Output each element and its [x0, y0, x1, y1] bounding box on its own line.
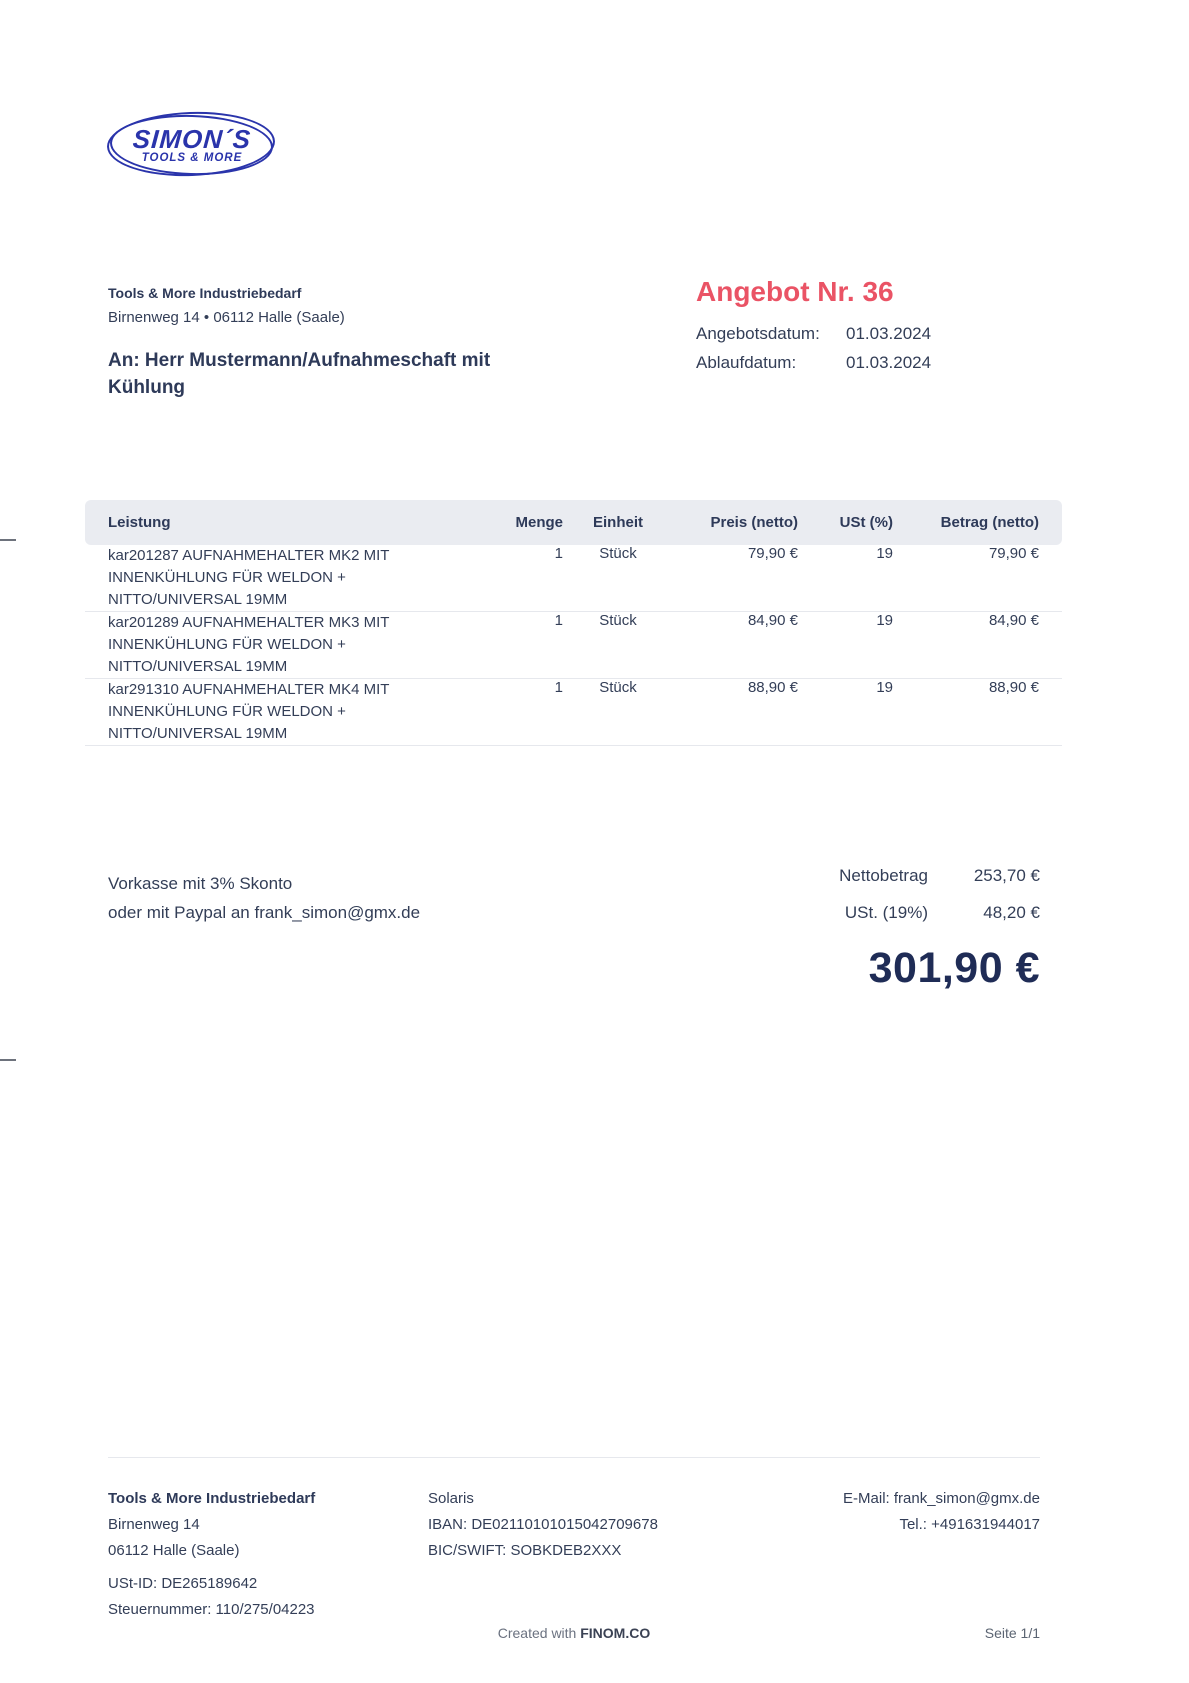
vat-total-value: 48,20 € [983, 903, 1040, 922]
item-amount: 79,90 € [988, 545, 1039, 562]
footer [108, 1457, 1040, 1623]
logo-tagline: TOOLS & MORE [141, 152, 243, 164]
footer-vat-id: USt-ID: DE265189642 [108, 1575, 258, 1592]
recipient-line: An: Herr Mustermann/Aufnahmeschaft mit Kühlung [108, 350, 491, 398]
offer-date-label: Angebotsdatum: [696, 324, 820, 343]
sender-company: Tools & More Industriebedarf [108, 285, 302, 301]
fold-mark [0, 539, 16, 541]
item-qty: 1 [554, 679, 563, 696]
payment-note-line1: Vorkasse mit 3% Skonto [108, 874, 293, 893]
footer-email: E-Mail: frank_simon@gmx.de [843, 1490, 1040, 1507]
payment-note-line2: oder mit Paypal an frank_simon@gmx.de [108, 902, 421, 922]
item-price: 84,90 € [747, 612, 798, 629]
logo-wordmark: SIMON´S [131, 124, 253, 154]
vat-total-label: USt. (19%) [844, 903, 928, 922]
totals-block [596, 866, 1040, 993]
item-price: 88,90 € [747, 679, 798, 696]
offer-expiry-label: Ablaufdatum: [696, 353, 797, 372]
item-qty: 1 [554, 612, 563, 629]
col-header-preis: Preis (netto) [710, 514, 798, 531]
offer-date-value: 01.03.2024 [846, 324, 932, 343]
item-amount: 88,90 € [988, 679, 1039, 696]
footer-bic: BIC/SWIFT: SOBKDEB2XXX [428, 1542, 622, 1559]
items-table-header [85, 500, 1062, 545]
offer-dates [696, 324, 931, 373]
offer-expiry-value: 01.03.2024 [846, 353, 932, 372]
table-row [85, 545, 1062, 612]
item-unit: Stück [599, 612, 637, 629]
footer-bank-name: Solaris [428, 1490, 474, 1507]
company-logo [106, 110, 278, 182]
col-header-leistung: Leistung [108, 514, 171, 531]
created-with-prefix: Created with [497, 1625, 581, 1641]
net-total-value: 253,70 € [973, 866, 1040, 885]
item-amount: 84,90 € [988, 612, 1039, 629]
items-table [85, 500, 1062, 746]
col-header-ust: USt (%) [839, 514, 893, 531]
page-number: Seite 1/1 [984, 1625, 1040, 1641]
net-total-row [596, 866, 1040, 886]
grand-total: 301,90 € [868, 944, 1040, 992]
footer-city: 06112 Halle (Saale) [108, 1542, 240, 1559]
fold-mark [0, 1059, 16, 1061]
footer-company-column [108, 1486, 428, 1623]
table-row [85, 612, 1062, 679]
item-qty: 1 [554, 545, 563, 562]
item-vat: 19 [876, 612, 893, 629]
finom-brand: FINOM.CO [580, 1625, 651, 1641]
footer-tax-number: Steuernummer: 110/275/04223 [108, 1601, 315, 1618]
item-price: 79,90 € [747, 545, 798, 562]
col-header-menge: Menge [515, 514, 563, 531]
page-footnote [108, 1625, 1040, 1641]
item-unit: Stück [599, 679, 637, 696]
footer-company-name: Tools & More Industriebedarf [108, 1490, 316, 1507]
payment-note [108, 870, 420, 927]
offer-title: Angebot Nr. 36 [696, 276, 894, 307]
item-description: kar291310 AUFNAHMEHALTER MK4 MIT INNENKÜHLUNG FÜR WELDON + NITTO/UNIVERSAL 19MM [108, 681, 390, 742]
item-vat: 19 [876, 545, 893, 562]
vat-total-row [596, 903, 1040, 923]
footer-iban: IBAN: DE02110101015042709678 [428, 1516, 658, 1533]
col-header-einheit: Einheit [592, 514, 643, 531]
footer-contact-column [788, 1486, 1040, 1623]
item-unit: Stück [599, 545, 637, 562]
col-header-betrag: Betrag (netto) [940, 514, 1039, 531]
sender-address: Birnenweg 14 • 06112 Halle (Saale) [108, 309, 345, 326]
net-total-label: Nettobetrag [839, 866, 928, 885]
item-description: kar201289 AUFNAHMEHALTER MK3 MIT INNENKÜHLUNG FÜR WELDON + NITTO/UNIVERSAL 19MM [108, 614, 390, 675]
item-description: kar201287 AUFNAHMEHALTER MK2 MIT INNENKÜHLUNG FÜR WELDON + NITTO/UNIVERSAL 19MM [108, 547, 390, 608]
footer-phone: Tel.: +491631944017 [899, 1516, 1040, 1533]
footer-bank-column [428, 1486, 788, 1623]
created-with-note [108, 1625, 1040, 1641]
footer-street: Birnenweg 14 [108, 1516, 200, 1533]
item-vat: 19 [876, 679, 893, 696]
table-row [85, 679, 1062, 746]
